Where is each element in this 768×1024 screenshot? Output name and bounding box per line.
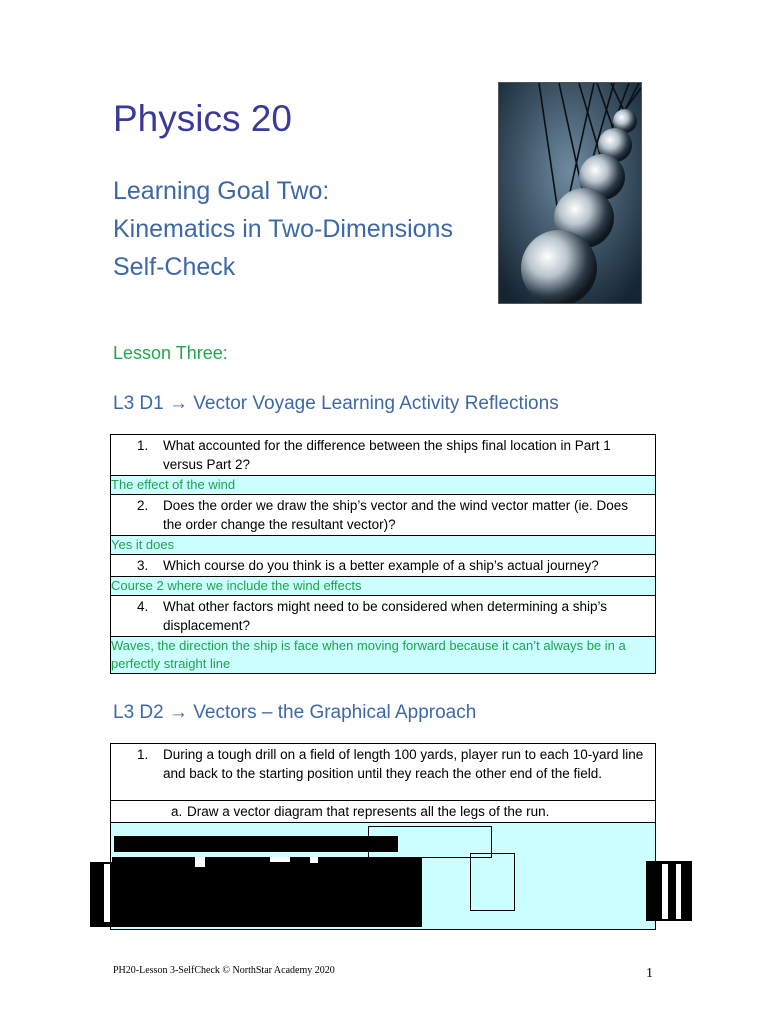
- question-number: 4.: [137, 599, 149, 614]
- question-text: What other factors might need to be considered when determining a ship’s displacement?: [163, 599, 608, 633]
- table-row: [111, 555, 656, 577]
- subtitle-line-2: Kinematics in Two-Dimensions: [113, 215, 453, 243]
- question-text: During a tough drill on a field of length 100 yards, player run to each 10-yard line and back to the starting position until they reach the other end of the field.: [163, 747, 644, 781]
- table-row: [111, 495, 656, 536]
- table-row: [111, 744, 656, 801]
- question-number: 2.: [137, 498, 149, 513]
- table-row: [111, 637, 656, 674]
- page-title: Physics 20: [113, 98, 292, 139]
- reflection-table: [110, 434, 656, 674]
- question-text: What accounted for the difference between the ships final location in Part 1 versus Part 2?: [163, 438, 611, 472]
- question-number: 1.: [137, 747, 149, 762]
- lesson-label: Lesson Three:: [113, 343, 228, 363]
- subtitle-line-3: Self-Check: [113, 253, 236, 281]
- question-text: Which course do you think is a better example of a ship’s actual journey?: [163, 558, 599, 573]
- answer-text: Yes it does: [111, 536, 656, 555]
- drawn-rectangle: [470, 853, 515, 911]
- answer-text: The effect of the wind: [111, 476, 656, 495]
- newtons-cradle-image: [498, 82, 642, 304]
- footer-copyright: PH20-Lesson 3-SelfCheck © NorthStar Academy 2020: [113, 965, 335, 976]
- table-row: [111, 577, 656, 596]
- table-row: [111, 476, 656, 495]
- page-subtitle: [113, 172, 453, 286]
- question-number: 1.: [137, 438, 149, 453]
- page-number: 1: [646, 966, 653, 981]
- question-number: 3.: [137, 558, 149, 573]
- subtitle-line-1: Learning Goal Two:: [113, 177, 330, 205]
- section2-heading: L3 D2 → Vectors – the Graphical Approach: [113, 702, 477, 723]
- table-row: [111, 596, 656, 637]
- table-row: [111, 801, 656, 823]
- answer-text: Course 2 where we include the wind effects: [111, 577, 656, 596]
- sub-question-letter: a.: [171, 804, 183, 819]
- section1-heading: L3 D1 → Vector Voyage Learning Activity Reflections: [113, 393, 559, 414]
- sub-question-text: Draw a vector diagram that represents all the legs of the run.: [187, 804, 550, 819]
- table-row: [111, 536, 656, 555]
- answer-text: Waves, the direction the ship is face when moving forward because it can’t always be in a perfectly straight line: [111, 637, 656, 674]
- table-row: [111, 435, 656, 476]
- question-text: Does the order we draw the ship’s vector and the wind vector matter (ie. Does the order change the resultant vector)?: [163, 498, 628, 532]
